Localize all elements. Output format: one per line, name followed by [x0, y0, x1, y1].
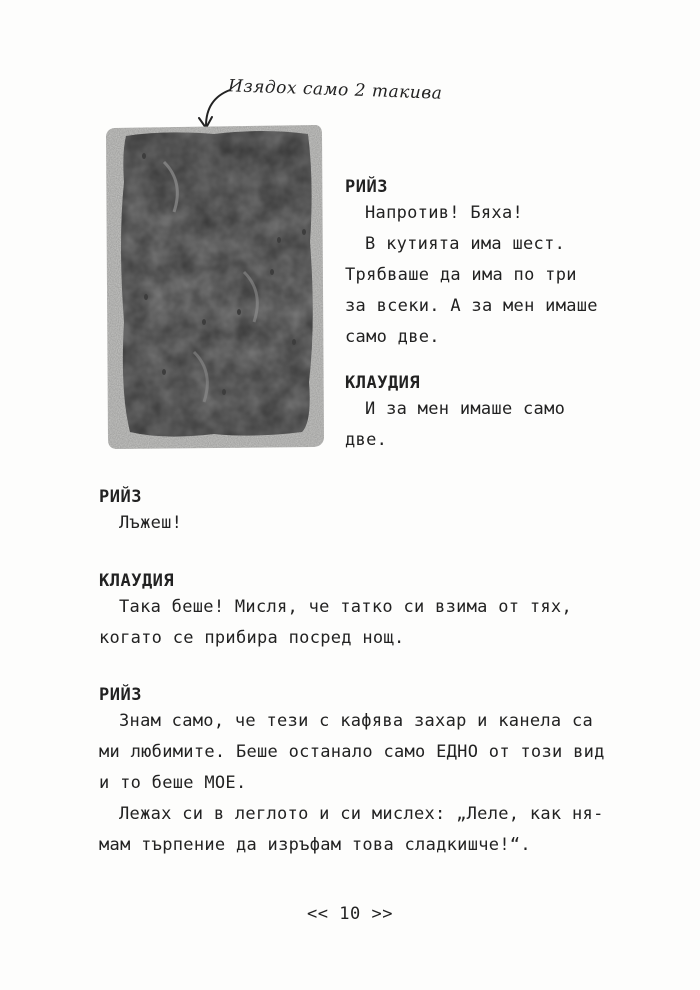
dialogue-line: Лъжеш!	[119, 513, 183, 533]
dialogue-line: Знам само, че тези с кафява захар и канела са	[119, 711, 594, 731]
dialogue-line: две.	[345, 430, 388, 450]
dialogue-line: когато се прибира посред нощ.	[99, 628, 405, 648]
speaker-name: РИЙЗ	[99, 487, 142, 507]
dialogue-line: В кутията има шест.	[365, 234, 566, 254]
dialogue-block-3	[99, 486, 182, 539]
handwritten-annotation: Изядох само 2 такива	[227, 76, 443, 104]
speaker-name: РИЙЗ	[345, 177, 388, 197]
dialogue-line: Трябваше да има по три	[345, 265, 577, 285]
dialogue-block-5	[99, 684, 605, 861]
speaker-name: КЛАУДИЯ	[345, 373, 421, 393]
dialogue-line: за всеки. А за мен имаше	[345, 296, 598, 316]
dialogue-block-2	[345, 372, 565, 456]
dialogue-block-1	[345, 176, 598, 353]
dialogue-line: И за мен имаше само	[365, 399, 566, 419]
dialogue-line: Напротив! Бяха!	[365, 203, 524, 223]
dialogue-line: ми любимите. Беше останало само ЕДНО от този вид	[99, 742, 605, 762]
dialogue-line: Така беше! Мисля, че татко си взима от тях,	[119, 597, 572, 617]
dialogue-line: мам търпение да изръфам това сладкишче!“.	[99, 835, 531, 855]
dialogue-line: само две.	[345, 327, 440, 347]
dialogue-block-4	[99, 570, 572, 654]
dialogue-line: Лежах си в леглото и си мислех: „Леле, как ня-	[119, 804, 604, 824]
speaker-name: КЛАУДИЯ	[99, 571, 175, 591]
dialogue-line: и то беше МОЕ.	[99, 773, 247, 793]
pastry-image	[104, 122, 326, 450]
page-number: << 10 >>	[307, 904, 393, 924]
speaker-name: РИЙЗ	[99, 685, 142, 705]
